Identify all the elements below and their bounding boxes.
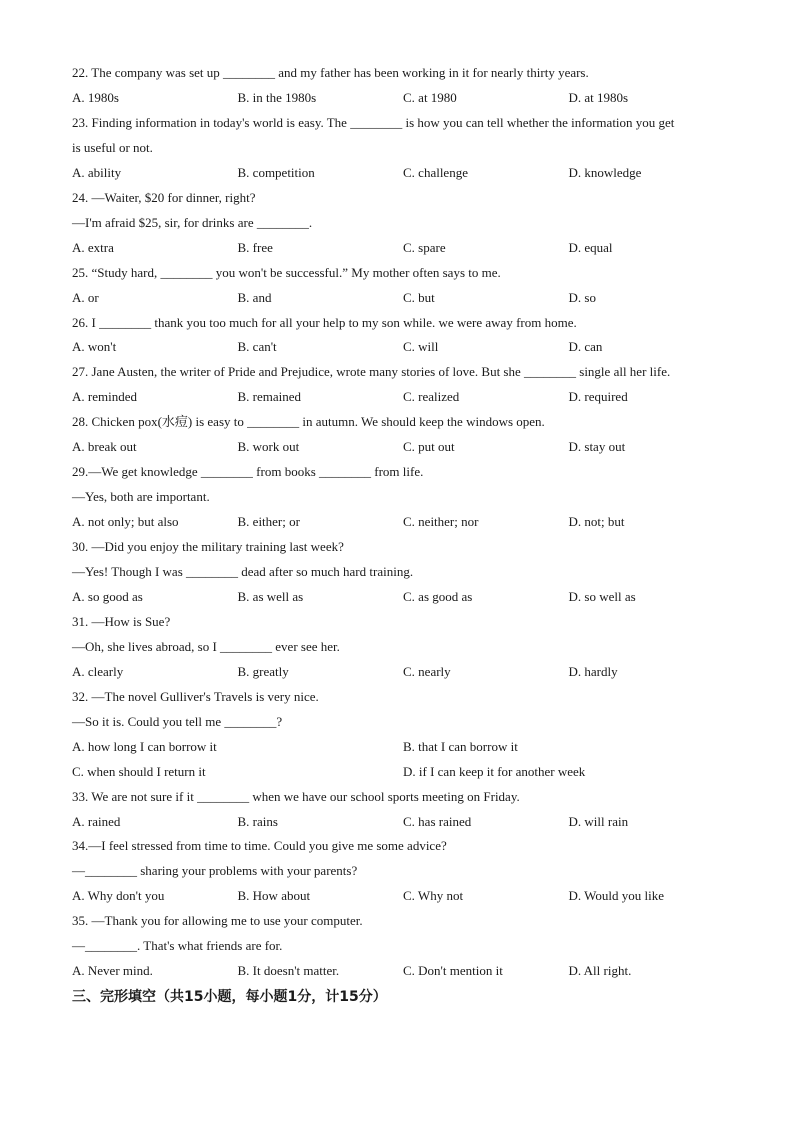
question-text: —So it is. Could you tell me ________? — [72, 713, 283, 729]
question-text: 24. —Waiter, $20 for dinner, right? — [72, 189, 256, 205]
answer-option: B. It doesn't matter. — [237, 963, 340, 979]
answer-options — [72, 734, 734, 759]
question-text: 31. —How is Sue? — [72, 613, 171, 629]
answer-option: C. Don't mention it — [403, 963, 503, 979]
answer-option: C. but — [403, 289, 435, 305]
answer-option: D. stay out — [568, 439, 626, 455]
question-text: 22. The company was set up ________ and my father has been working in it for nearly thirty years. — [72, 65, 589, 80]
answer-option: A. won't — [72, 339, 117, 355]
answer-option: B. remained — [237, 389, 302, 405]
answer-option: B. either; or — [237, 514, 300, 530]
question-text: 30. —Did you enjoy the military training last week? — [72, 539, 344, 555]
answer-option: B. can't — [237, 339, 277, 355]
answer-options — [72, 883, 734, 908]
question-text: 32. —The novel Gulliver's Travels is very nice. — [72, 688, 319, 704]
answer-option: C. neither; nor — [403, 514, 479, 530]
answer-option: D. knowledge — [568, 164, 642, 180]
answer-options — [72, 809, 734, 834]
answer-option: D. can — [568, 339, 603, 355]
answer-option: C. as good as — [403, 588, 473, 604]
answer-option: A. Never mind. — [72, 963, 153, 979]
question-text: —I'm afraid $25, sir, for drinks are ________. — [72, 214, 313, 230]
answer-options — [72, 235, 734, 260]
answer-option: B. work out — [237, 439, 300, 455]
question-text: 26. I ________ thank you too much for all your help to my son while. we were away from home. — [72, 314, 577, 330]
answer-option: D. if I can keep it for another week — [403, 763, 586, 779]
answer-option: B. that I can borrow it — [403, 738, 518, 754]
answer-option: B. rains — [237, 813, 278, 829]
answer-option: D. at 1980s — [568, 89, 629, 105]
answer-option: D. will rain — [568, 813, 629, 829]
answer-option: B. How about — [237, 888, 311, 904]
question-text: 33. We are not sure if it ________ when we have our school sports meeting on Friday. — [72, 788, 520, 804]
answer-option: A. not only; but also — [72, 514, 179, 530]
answer-option: C. will — [403, 339, 439, 355]
answer-option: C. at 1980 — [403, 89, 457, 105]
question-text: 23. Finding information in today's world is easy. The ________ is how you can tell whether the information you get — [72, 114, 675, 130]
answer-option: C. Why not — [403, 888, 464, 904]
answer-option: A. how long I can borrow it — [72, 738, 217, 754]
answer-option: B. in the 1980s — [237, 89, 317, 105]
section-title: 三、完形填空（共15小题，每小题1分，计15分） — [72, 989, 387, 1005]
answer-options — [72, 434, 734, 459]
answer-option: A. 1980s — [72, 89, 119, 105]
answer-option: A. clearly — [72, 663, 124, 679]
answer-option: A. break out — [72, 439, 137, 455]
answer-option: D. required — [568, 389, 628, 405]
answer-options — [72, 659, 734, 684]
answer-option: A. Why don't you — [72, 888, 165, 904]
question-text: 34.—I feel stressed from time to time. Could you give me some advice? — [72, 838, 447, 854]
question-text: 35. —Thank you for allowing me to use your computer. — [72, 913, 363, 929]
answer-options — [72, 384, 734, 409]
answer-option: C. nearly — [403, 663, 451, 679]
answer-options — [72, 759, 734, 784]
answer-option: C. realized — [403, 389, 460, 405]
answer-option: C. spare — [403, 239, 446, 255]
answer-option: A. extra — [72, 239, 114, 255]
question-text: 28. Chicken pox(水痘) is easy to ________ in autumn. We should keep the windows open. — [72, 414, 545, 430]
answer-options — [72, 285, 734, 310]
answer-option: A. so good as — [72, 588, 143, 604]
answer-option: B. free — [237, 239, 273, 255]
answer-option: D. All right. — [568, 963, 632, 979]
answer-option: D. equal — [568, 239, 613, 255]
question-text: —________ sharing your problems with your parents? — [72, 863, 358, 879]
answer-options — [72, 160, 734, 185]
answer-option: A. ability — [72, 164, 122, 180]
question-text: —________. That's what friends are for. — [72, 938, 283, 954]
answer-option: B. as well as — [237, 588, 304, 604]
answer-option: D. hardly — [568, 663, 618, 679]
answer-options — [72, 85, 734, 110]
answer-option: C. challenge — [403, 164, 468, 180]
answer-option: C. when should I return it — [72, 763, 206, 779]
answer-option: D. Would you like — [568, 888, 664, 904]
answer-option: D. so well as — [568, 588, 636, 604]
answer-option: A. or — [72, 289, 99, 305]
question-text: 25. “Study hard, ________ you won't be successful.” My mother often says to me. — [72, 264, 501, 280]
question-text: 27. Jane Austen, the writer of Pride and Prejudice, wrote many stories of love. But she ________ single all her life. — [72, 364, 671, 380]
answer-option: B. competition — [237, 164, 315, 180]
question-text: —Yes! Though I was ________ dead after so much hard training. — [72, 564, 414, 579]
answer-options — [72, 958, 734, 983]
question-text: is useful or not. — [72, 139, 153, 155]
answer-option: D. so — [568, 289, 596, 305]
question-text: —Oh, she lives abroad, so I ________ ever see her. — [72, 638, 340, 654]
answer-option: D. not; but — [568, 514, 625, 530]
answer-option: A. reminded — [72, 389, 137, 405]
answer-options — [72, 584, 734, 609]
answer-options — [72, 334, 734, 359]
answer-option: C. has rained — [403, 813, 472, 829]
answer-option: B. greatly — [237, 663, 289, 679]
question-text: 29.—We get knowledge ________ from books ________ from life. — [72, 464, 424, 480]
answer-option: C. put out — [403, 439, 455, 455]
question-text: —Yes, both are important. — [72, 489, 210, 505]
answer-options — [72, 509, 734, 534]
answer-option: A. rained — [72, 813, 121, 829]
answer-option: B. and — [237, 289, 272, 305]
